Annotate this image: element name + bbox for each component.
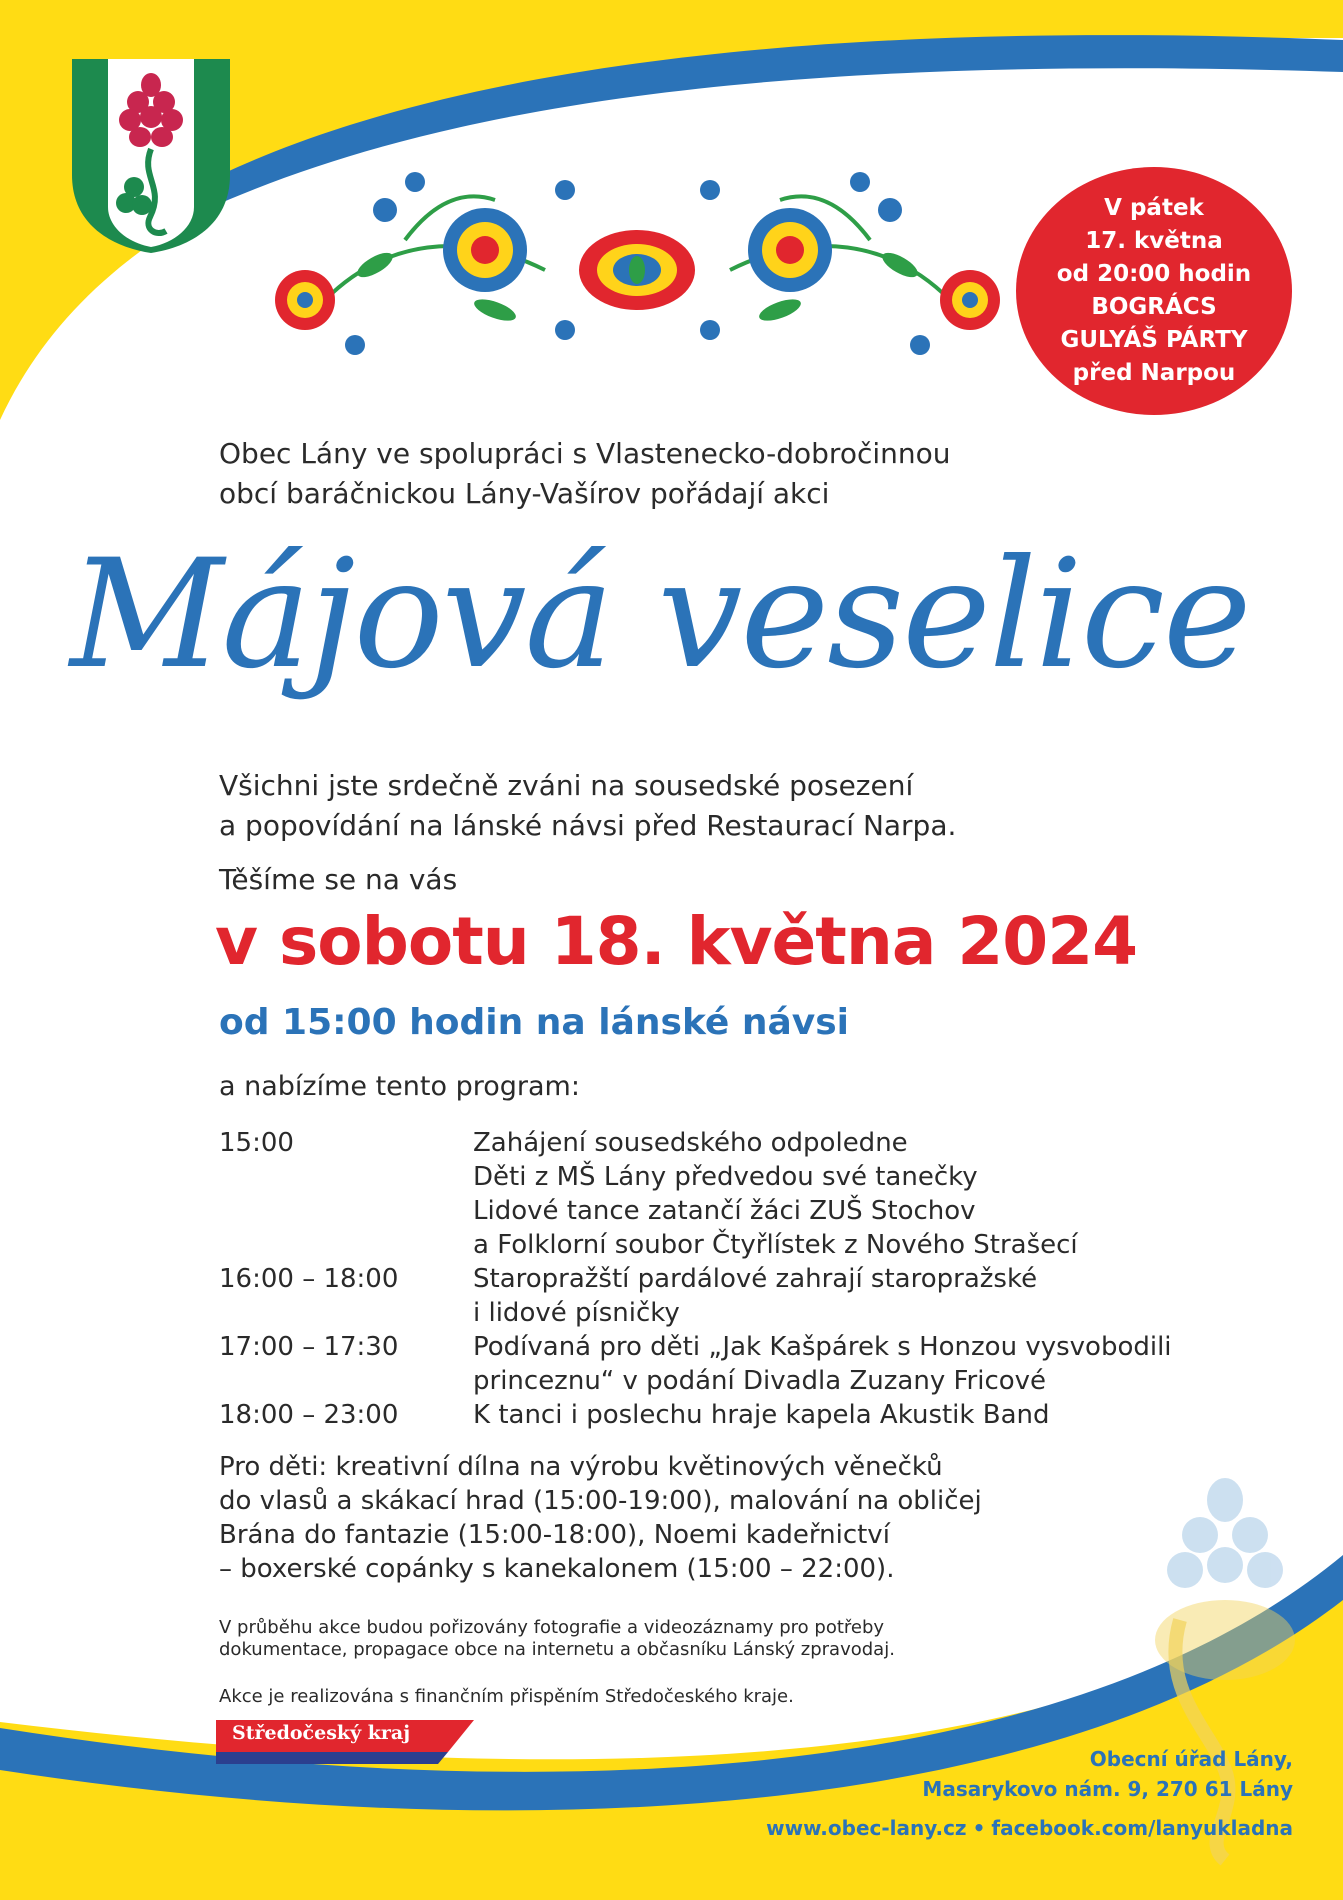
program-line: princeznu“ v podání Divadla Zuzany Fricové	[473, 1366, 1047, 1396]
program-line: Podívaná pro děti „Jak Kašpárek s Honzou vysvobodili	[473, 1332, 1172, 1362]
website-link[interactable]: www.obec-lany.cz	[766, 1816, 967, 1840]
program-description	[473, 1126, 1249, 1262]
program-description	[473, 1398, 1249, 1432]
greeting-text: Těšíme se na vás	[219, 863, 458, 896]
kids-line: Brána do fantazie (15:00-18:00), Noemi kadeřnictví	[219, 1520, 890, 1550]
program-line: Staropražští pardálové zahrají staropražské	[473, 1264, 1038, 1294]
folk-ornament-icon	[265, 170, 1010, 370]
invite-line: Všichni jste srdečně zváni na sousedské posezení	[219, 769, 914, 802]
program-description	[473, 1330, 1249, 1398]
office-contact	[922, 1744, 1293, 1804]
badge-line: GULYÁŠ PÁRTY	[1060, 327, 1248, 353]
program-time: 15:00	[219, 1128, 294, 1158]
funding-notice: Akce je realizována s finančním přispěním Středočeského kraje.	[219, 1686, 794, 1707]
intro-line: obcí baráčnickou Lány-Vašírov pořádají akci	[219, 477, 830, 510]
program-item	[219, 1398, 1249, 1432]
contact-line: Obecní úřad Lány,	[1089, 1747, 1293, 1771]
badge-line: 17. května	[1085, 228, 1223, 254]
badge-line: BOGRÁCS	[1091, 294, 1217, 320]
badge-line: od 20:00 hodin	[1056, 261, 1252, 287]
program-time: 16:00 – 18:00	[219, 1264, 399, 1294]
sponsor-logo-text: Středočeský kraj	[232, 1722, 411, 1744]
event-date: v sobotu 18. května 2024	[215, 903, 1138, 980]
program-line: K tanci i poslechu hraje kapela Akustik Band	[473, 1400, 1050, 1430]
program-time: 17:00 – 17:30	[219, 1332, 399, 1362]
badge-line: před Narpou	[1072, 360, 1236, 386]
program-line: Zahájení sousedského odpoledne	[473, 1128, 908, 1158]
separator: •	[972, 1816, 986, 1840]
program-time: 18:00 – 23:00	[219, 1400, 399, 1430]
program-intro: a nabízíme tento program:	[219, 1071, 580, 1102]
photo-notice	[219, 1617, 895, 1661]
facebook-link[interactable]: facebook.com/lanyukladna	[991, 1816, 1293, 1840]
badge-line: V pátek	[1104, 195, 1204, 221]
program-description	[473, 1262, 1249, 1330]
kids-line: – boxerské copánky s kanekalonem (15:00 – 22:00).	[219, 1554, 895, 1584]
kids-line: Pro děti: kreativní dílna na výrobu květinových věnečků	[219, 1452, 943, 1482]
invitation-text	[219, 766, 956, 846]
event-title: Májová veselice	[70, 528, 1250, 702]
program-item	[219, 1330, 1249, 1398]
program-line: Lidové tance zatančí žáci ZUŠ Stochov	[473, 1196, 976, 1226]
invite-line: a popovídání na lánské návsi před Restaurací Narpa.	[219, 809, 957, 842]
program-list	[219, 1126, 1249, 1432]
intro-line: Obec Lány ve spolupráci s Vlastenecko-dobročinnou	[219, 437, 951, 470]
notice-line: V průběhu akce budou pořizovány fotografie a videozáznamy pro potřeby	[219, 1617, 885, 1638]
program-line: Děti z MŠ Lány předvedou své tanečky	[473, 1162, 978, 1192]
organizer-intro	[219, 434, 951, 514]
kids-activities	[219, 1450, 982, 1586]
friday-event-badge	[1016, 167, 1292, 415]
contact-line: Masarykovo nám. 9, 270 61 Lány	[922, 1777, 1293, 1801]
program-line: i lidové písničky	[473, 1298, 680, 1328]
web-links	[766, 1814, 1293, 1842]
event-time-place: od 15:00 hodin na lánské návsi	[219, 1002, 850, 1043]
program-line: a Folklorní soubor Čtyřlístek z Nového Strašecí	[473, 1230, 1078, 1260]
notice-line: dokumentace, propagace obce na internetu a občasníku Lánský zpravodaj.	[219, 1639, 895, 1660]
kids-line: do vlasů a skákací hrad (15:00-19:00), malování na obličej	[219, 1486, 982, 1516]
crest-icon	[70, 57, 232, 255]
clover-watermark-icon	[1130, 1470, 1320, 1870]
program-item	[219, 1126, 1249, 1262]
program-item	[219, 1262, 1249, 1330]
